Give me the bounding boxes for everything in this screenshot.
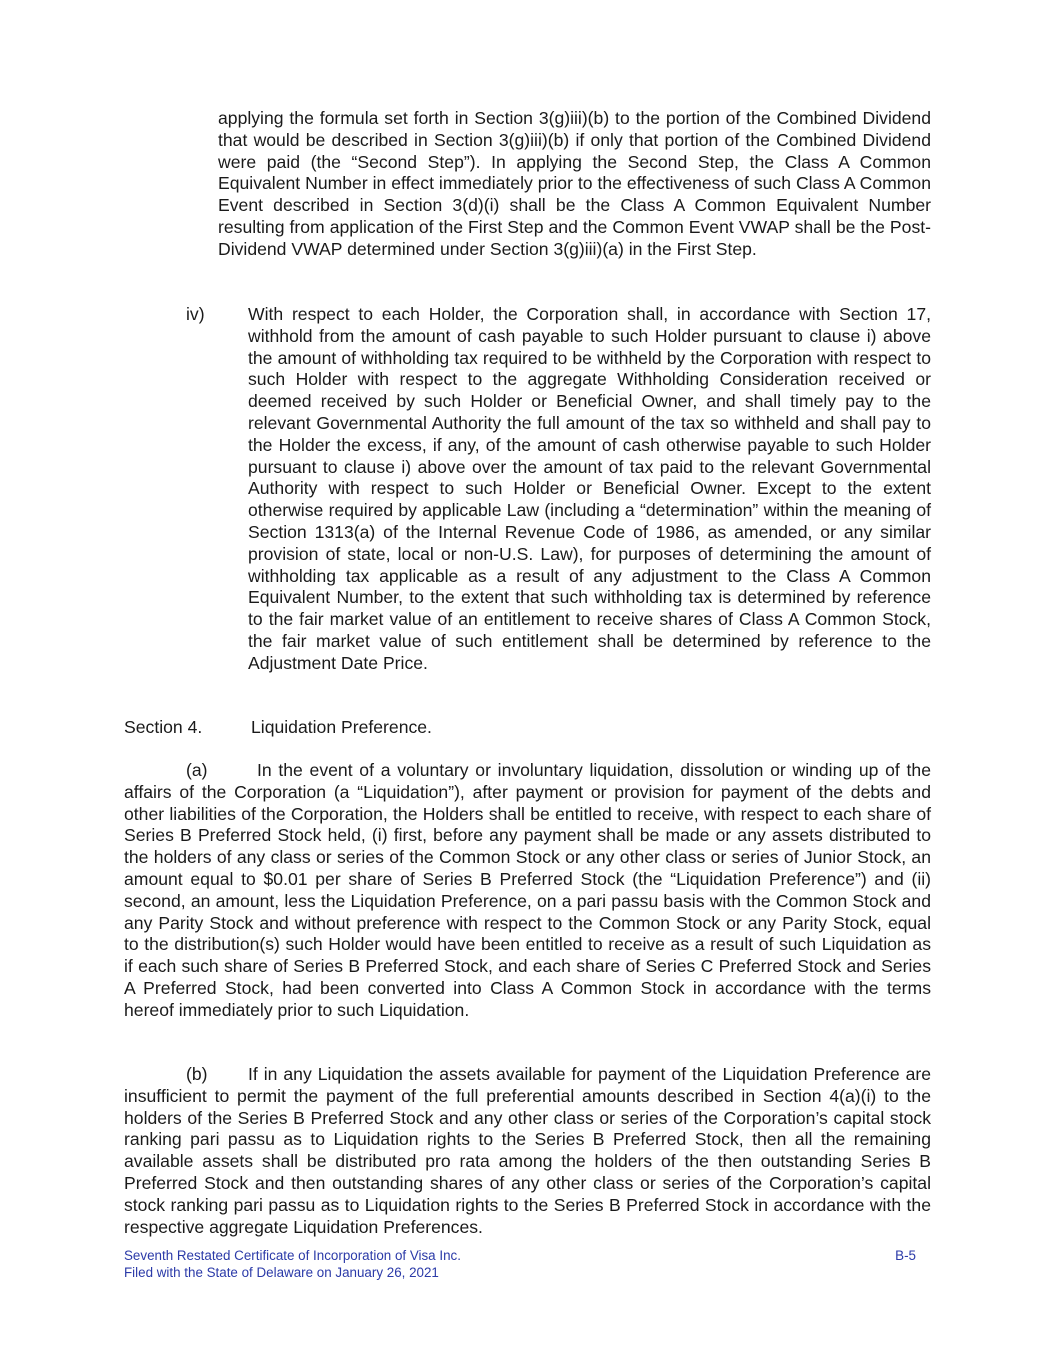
page-number: B-5 — [895, 1248, 916, 1263]
section-number: Section 4. — [124, 717, 203, 737]
paragraph-b — [124, 1064, 931, 1238]
paragraph-a-label: (a) — [186, 760, 208, 780]
page-footer — [124, 1248, 916, 1281]
section-heading — [124, 717, 432, 739]
item-iv-number: iv) — [186, 304, 205, 324]
footer-title: Seventh Restated Certificate of Incorporation of Visa Inc. — [124, 1248, 461, 1263]
paragraph-a-text: In the event of a voluntary or involuntary liquidation, dissolution or winding up of the affairs of the Corporation (a “Liquidation”), after payment or provision for payment of the debts and other liabilities of the Corporation, the Holders shall be entitled to receive, with respect to each share of Series B Preferred Stock held, (i) first, before any payment shall be made or any assets distributed to the holders of any class or series of the Common Stock or any other class or series of Junior Stock, an amount equal to $0.01 per share of Series B Preferred Stock (the “Liquidation Preference”) and (ii) second, an amount, less the Liquidation Preference, on a pari passu basis with the Common Stock and any Parity Stock and without preference with respect to the Common Stock or any Parity Stock, equal to the distribution(s) such Holder would have been entitled to receive as a result of such Liquidation as if each such share of Series B Preferred Stock, and each share of Series C Preferred Stock and Series A Preferred Stock, had been converted into Class A Common Stock in accordance with the terms hereof immediately prior to such Liquidation. — [124, 760, 931, 1020]
paragraph-b-label: (b) — [186, 1064, 208, 1084]
paragraph-b-text: If in any Liquidation the assets available for payment of the Liquidation Preference are insufficient to permit the payment of the full preferential amounts described in Section 4(a)(i) to the holders of the Series B Preferred Stock and any other class or series of the Corporation’s capital stock ranking pari passu as to Liquidation rights to the Series B Preferred Stock, then all the remaining available assets shall be distributed pro rata among the holders of the then outstanding Series B Preferred Stock and then outstanding shares of any other class or series of the Corporation’s capital stock ranking pari passu as to Liquidation rights to the Series B Preferred Stock in accordance with the respective aggregate Liquidation Preferences. — [124, 1064, 931, 1237]
continuation-paragraph: applying the formula set forth in Section 3(g)iii)(b) to the portion of the Combined Dividend that would be described in Section 3(g)iii)(b) if only that portion of the Combined Dividend were paid (the “Second Step”). In applying the Second Step, the Class A Common Equivalent Number in effect immediately prior to the effectiveness of such Class A Common Event described in Section 3(d)(i) shall be the Class A Common Equivalent Number resulting from application of the First Step and the Common Event VWAP shall be the Post-Dividend VWAP determined under Section 3(g)iii)(a) in the First Step. — [218, 108, 931, 259]
section-title: Liquidation Preference. — [251, 717, 432, 737]
item-iv-text: With respect to each Holder, the Corporation shall, in accordance with Section 17, withhold from the amount of cash payable to such Holder pursuant to clause i) above the amount of withholding tax required to be withheld by the Corporation with respect to such Holder with respect to the aggregate Withholding Consideration received or deemed received by such Holder or Beneficial Owner, and shall timely pay to the relevant Governmental Authority the full amount of the tax so withheld and shall pay to the Holder the excess, if any, of the amount of cash otherwise payable to such Holder pursuant to clause i) above over the amount of tax paid to the relevant Governmental Authority with respect to such Holder or Beneficial Owner. Except to the extent otherwise required by applicable Law (including a “determination” within the meaning of Section 1313(a) of the Internal Revenue Code of 1986, as amended, or any similar provision of state, local or non-U.S. Law), for purposes of determining the amount of withholding tax applicable as a result of any adjustment to the Class A Common Equivalent Number, to the extent that such withholding tax is determined by reference to the fair market value of an entitlement to receive shares of Class A Common Stock, the fair market value of such entitlement shall be determined by reference to the Adjustment Date Price. — [248, 304, 931, 673]
paragraph-a — [124, 760, 931, 1022]
footer-filing-date: Filed with the State of Delaware on January 26, 2021 — [124, 1264, 439, 1280]
